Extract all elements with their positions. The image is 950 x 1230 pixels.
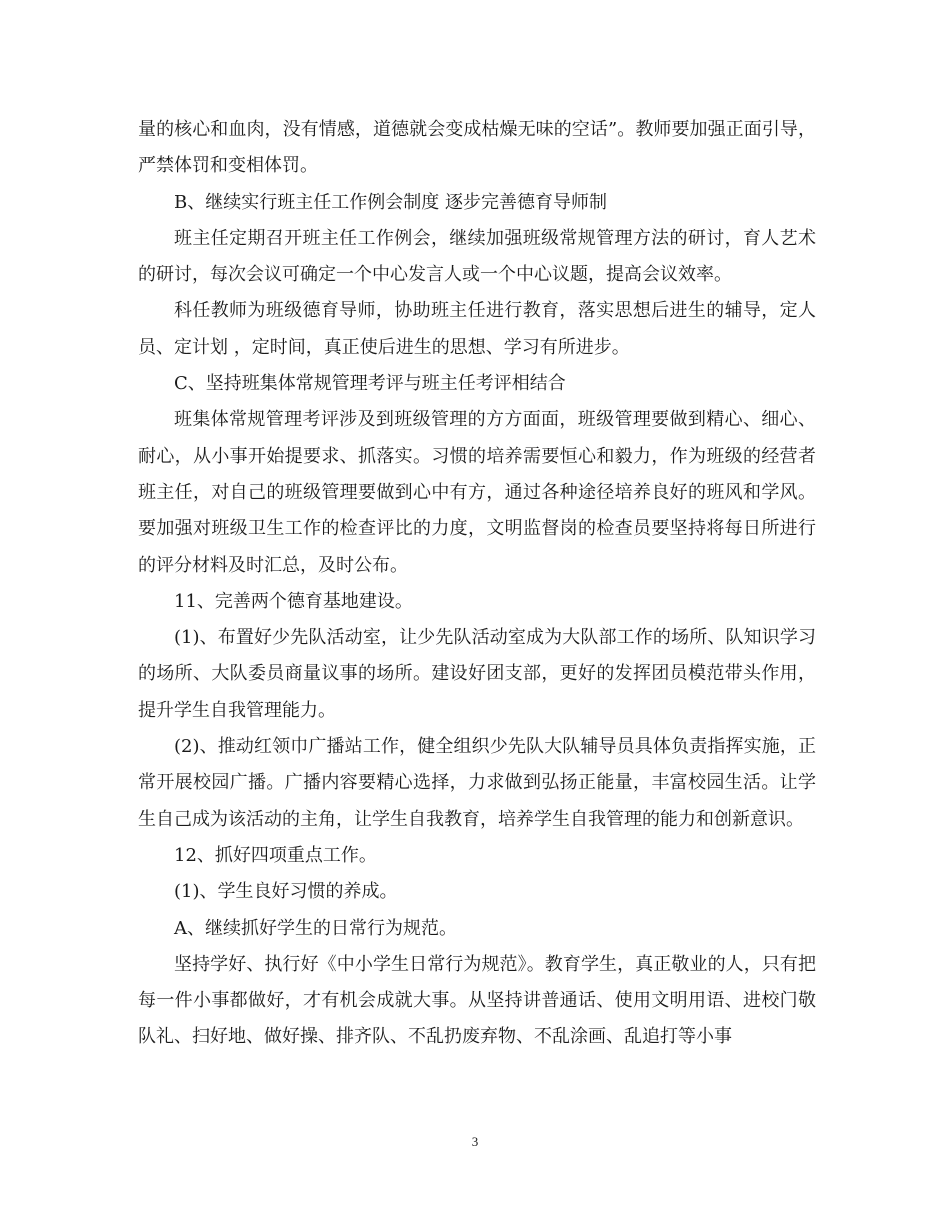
paragraph: 科任教师为班级德育导师，协助班主任进行教育，落实思想后进生的辅导，定人员、定计划 ，定时间，真正使后进生的思想、学习有所进步。: [138, 300, 816, 358]
subheading: (1)、学生良好习惯的养成。: [174, 881, 398, 903]
paragraph: 坚持学好、执行好《中小学生日常行为规范》。教育学生，真正敬业的人，只有把每一件小事都做好，才有机会成就大事。从坚持讲普通话、使用文明用语、进校门敬队礼、扫好地、做好操、排齐队、不乱扔废弃物、不乱涂画、乱追打等小事: [138, 953, 816, 1048]
page-number: 3: [471, 1134, 479, 1149]
paragraph: 量的核心和血肉，没有情感，道德就会变成枯燥无味的空话”。教师要加强正面引导，严禁体罚和变相体罚。: [138, 119, 816, 177]
heading-11: 11、完善两个德育基地建设。: [174, 590, 413, 612]
paragraph: 班主任定期召开班主任工作例会，继续加强班级常规管理方法的研讨，育人艺术的研讨，每次会议可确定一个中心发言人或一个中心议题，提高会议效率。: [138, 227, 816, 286]
document-body: [138, 112, 816, 1056]
heading-c: C、坚持班集体常规管理考评与班主任考评相结合: [174, 373, 566, 395]
heading-a: A、继续抓好学生的日常行为规范。: [174, 917, 457, 939]
heading-12: 12、抓好四项重点工作。: [174, 844, 377, 866]
paragraph: 班集体常规管理考评涉及到班级管理的方方面面，班级管理要做到精心、细心、耐心，从小事开始提要求、抓落实。习惯的培养需要恒心和毅力，作为班级的经营者班主任，对自己的班级管理要做到心中有方，通过各种途径培养良好的班风和学风。要加强对班级卫生工作的检查评比的力度，文明监督岗的检查员要坚持将每日所进行的评分材料及时汇总，及时公布。: [138, 409, 816, 576]
paragraph: (2)、推动红领巾广播站工作，健全组织少先队大队辅导员具体负责指挥实施，正常开展校园广播。广播内容要精心选择，力求做到弘扬正能量，丰富校园生活。让学生自己成为该活动的主角，让学生自我教育，培养学生自我管理的能力和创新意识。: [138, 736, 816, 830]
heading-b: B、继续实行班主任工作例会制度 逐步完善德育导师制: [174, 191, 607, 213]
paragraph: (1)、布置好少先队活动室，让少先队活动室成为大队部工作的场所、队知识学习的场所、大队委员商量议事的场所。建设好团支部，更好的发挥团员模范带头作用，提升学生自我管理能力。: [138, 627, 816, 721]
